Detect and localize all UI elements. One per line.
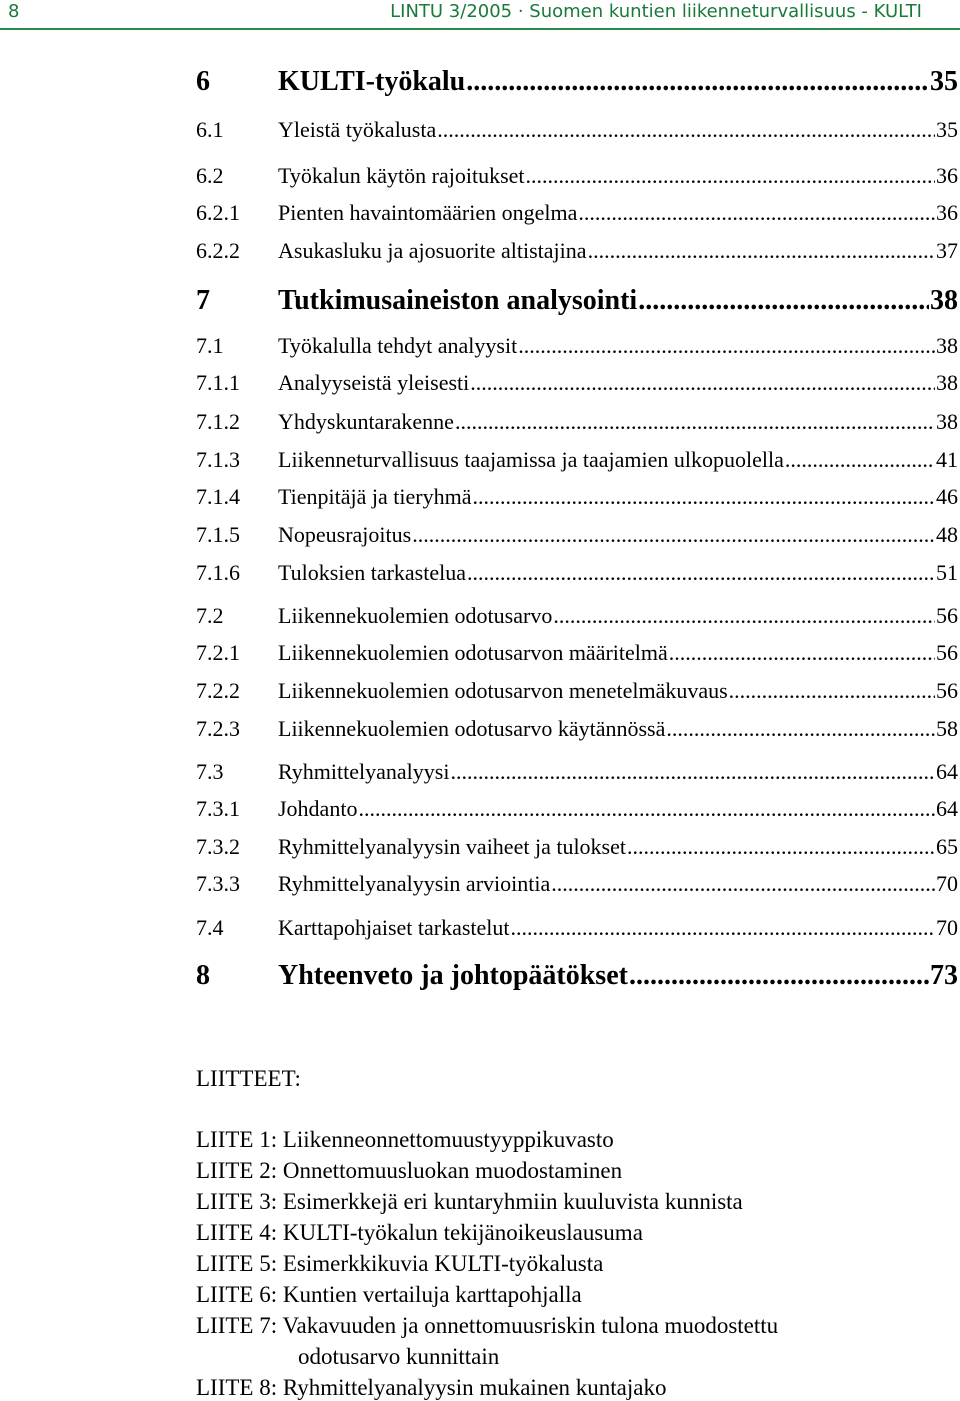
toc-entry-title: Työkalun käytön rajoitukset — [278, 163, 525, 188]
toc-dot-leader — [472, 484, 935, 510]
toc-dot-leader — [518, 333, 935, 359]
page-number: 8 — [8, 1, 20, 22]
toc-entry-title: Liikennekuolemien odotusarvon menetelmäkuvaus — [278, 678, 728, 703]
header-rule — [0, 28, 960, 30]
toc-entry-number: 7.1 — [196, 333, 224, 358]
toc-entry-title: Liikennekuolemien odotusarvon määritelmä — [278, 640, 668, 665]
toc-entry-title: Liikennekuolemien odotusarvo — [278, 603, 553, 628]
toc-entry — [196, 66, 958, 98]
toc-entry-page: 37 — [936, 238, 958, 263]
toc-entry-page: 70 — [936, 915, 958, 940]
toc-entry — [196, 370, 958, 396]
toc-entry — [196, 915, 958, 941]
toc-dot-leader — [437, 117, 935, 143]
appendix-item: LIITE 2: Onnettomuusluokan muodostaminen — [196, 1158, 623, 1183]
toc-dot-leader — [729, 678, 935, 704]
toc-dot-leader — [467, 560, 935, 586]
toc-entry-number: 7.1.5 — [196, 522, 240, 547]
toc-entry-page: 41 — [936, 447, 958, 472]
appendix-item: LIITE 6: Kuntien vertailuja karttapohjalla — [196, 1282, 582, 1307]
toc-entry-number: 7.4 — [196, 915, 224, 940]
toc-entry — [196, 285, 958, 317]
toc-entry-number: 6.2.1 — [196, 200, 240, 225]
toc-entry — [196, 163, 958, 189]
running-title: LINTU 3/2005 · Suomen kuntien liikenneturvallisuus - KULTI — [390, 1, 922, 22]
toc-entry — [196, 522, 958, 548]
toc-entry-number: 7.3 — [196, 759, 224, 784]
toc-entry-number: 6.2 — [196, 163, 224, 188]
toc-entry-page: 70 — [936, 871, 958, 896]
toc-entry-number: 7 — [196, 285, 210, 316]
toc-entry-page: 36 — [936, 200, 958, 225]
toc-entry-number: 7.1.1 — [196, 370, 240, 395]
toc-entry-page: 64 — [936, 796, 958, 821]
toc-entry — [196, 640, 958, 666]
page-header — [0, 0, 960, 40]
toc-entry-number: 7.3.1 — [196, 796, 240, 821]
toc-entry — [196, 238, 958, 264]
toc-entry — [196, 871, 958, 897]
toc-entry-title: Johdanto — [278, 796, 358, 821]
toc-entry-title: KULTI-työkalu — [278, 66, 466, 97]
toc-entry-page: 46 — [936, 484, 958, 509]
toc-entry-number: 7.2.3 — [196, 716, 240, 741]
toc-entry-title: Tuloksien tarkastelua — [278, 560, 466, 585]
toc-entry — [196, 333, 958, 359]
toc-entry-page: 73 — [930, 960, 958, 991]
toc-entry-page: 58 — [936, 716, 958, 741]
appendix-item: LIITE 8: Ryhmittelyanalyysin mukainen kuntajako — [196, 1375, 667, 1400]
toc-dot-leader — [588, 238, 935, 264]
toc-entry-number: 7.3.3 — [196, 871, 240, 896]
toc-entry — [196, 603, 958, 629]
toc-dot-leader — [627, 834, 935, 860]
toc-entry — [196, 560, 958, 586]
toc-entry-title: Tienpitäjä ja tieryhmä — [278, 484, 472, 509]
toc-entry-number: 7.2.2 — [196, 678, 240, 703]
toc-dot-leader — [638, 285, 929, 317]
toc-dot-leader — [526, 163, 935, 189]
toc-entry-number: 7.2 — [196, 603, 224, 628]
toc-entry-title: Liikenneturvallisuus taajamissa ja taajamien ulkopuolella — [278, 447, 784, 472]
toc-entry-title: Asukasluku ja ajosuorite altistajina — [278, 238, 587, 263]
toc-entry-title: Työkalulla tehdyt analyysit — [278, 333, 518, 358]
toc-entry-title: Analyyseistä yleisesti — [278, 370, 470, 395]
toc-entry-number: 7.2.1 — [196, 640, 240, 665]
toc-entry-number: 7.1.2 — [196, 409, 240, 434]
toc-entry-title: Liikennekuolemien odotusarvo käytännössä — [278, 716, 666, 741]
toc-entry-page: 48 — [936, 522, 958, 547]
toc-entry-page: 38 — [936, 409, 958, 434]
toc-entry-number: 7.1.6 — [196, 560, 240, 585]
appendix-item: LIITE 7: Vakavuuden ja onnettomuusriskin tulona muodostettu — [196, 1313, 779, 1338]
toc-entry-page: 51 — [936, 560, 958, 585]
toc-entry — [196, 678, 958, 704]
toc-entry — [196, 409, 958, 435]
appendix-item: LIITE 4: KULTI-työkalun tekijänoikeuslausuma — [196, 1220, 643, 1245]
toc-entry — [196, 716, 958, 742]
toc-entry — [196, 200, 958, 226]
toc-entry-page: 35 — [936, 117, 958, 142]
toc-dot-leader — [551, 871, 935, 897]
toc-entry — [196, 447, 958, 473]
toc-dot-leader — [669, 640, 935, 666]
toc-entry-page: 38 — [930, 285, 958, 316]
toc-entry — [196, 117, 958, 143]
toc-entry — [196, 759, 958, 785]
appendix-item: LIITE 1: Liikenneonnettomuustyyppikuvasto — [196, 1127, 614, 1152]
appendix-item: LIITE 5: Esimerkkikuvia KULTI-työkalusta — [196, 1251, 604, 1276]
toc-entry-page: 35 — [930, 66, 958, 97]
toc-entry-number: 6.1 — [196, 117, 224, 142]
toc-entry — [196, 834, 958, 860]
toc-entry-page: 56 — [936, 603, 958, 628]
toc-entry-title: Yhteenveto ja johtopäätökset — [278, 960, 628, 991]
toc-dot-leader — [666, 716, 935, 742]
toc-entry-title: Ryhmittelyanalyysin vaiheet ja tulokset — [278, 834, 626, 859]
toc-entry-number: 7.1.3 — [196, 447, 240, 472]
toc-entry-title: Ryhmittelyanalyysin arviointia — [278, 871, 551, 896]
appendices-heading: LIITTEET: — [196, 1066, 301, 1091]
toc-entry-page: 65 — [936, 834, 958, 859]
toc-dot-leader — [511, 915, 935, 941]
toc-dot-leader — [553, 603, 935, 629]
toc-entry-number: 6.2.2 — [196, 238, 240, 263]
toc-entry-page: 38 — [936, 370, 958, 395]
toc-dot-leader — [412, 522, 935, 548]
toc-dot-leader — [785, 447, 935, 473]
toc-dot-leader — [466, 66, 929, 98]
toc-entry-page: 38 — [936, 333, 958, 358]
toc-dot-leader — [578, 200, 935, 226]
toc-dot-leader — [450, 759, 935, 785]
toc-entry-number: 7.3.2 — [196, 834, 240, 859]
toc-entry-page: 36 — [936, 163, 958, 188]
toc-dot-leader — [358, 796, 935, 822]
toc-entry-page: 64 — [936, 759, 958, 784]
appendix-item: LIITE 3: Esimerkkejä eri kuntaryhmiin kuuluvista kunnista — [196, 1189, 743, 1214]
toc-entry-title: Ryhmittelyanalyysi — [278, 759, 450, 784]
toc-entry-page: 56 — [936, 640, 958, 665]
toc-entry-number: 6 — [196, 66, 210, 97]
toc-entry-title: Yhdyskuntarakenne — [278, 409, 454, 434]
appendix-item: odotusarvo kunnittain — [298, 1344, 500, 1369]
toc-entry — [196, 484, 958, 510]
toc-entry-title: Karttapohjaiset tarkastelut — [278, 915, 510, 940]
toc-entry-title: Tutkimusaineiston analysointi — [278, 285, 638, 316]
toc-dot-leader — [629, 960, 929, 992]
toc-entry-title: Yleistä työkalusta — [278, 117, 437, 142]
toc-entry-number: 8 — [196, 960, 210, 991]
toc-entry-page: 56 — [936, 678, 958, 703]
toc-dot-leader — [455, 409, 935, 435]
toc-entry-number: 7.1.4 — [196, 484, 240, 509]
toc-entry — [196, 960, 958, 992]
toc-dot-leader — [470, 370, 935, 396]
toc-entry — [196, 796, 958, 822]
toc-entry-title: Nopeusrajoitus — [278, 522, 412, 547]
toc-entry-title: Pienten havaintomäärien ongelma — [278, 200, 578, 225]
